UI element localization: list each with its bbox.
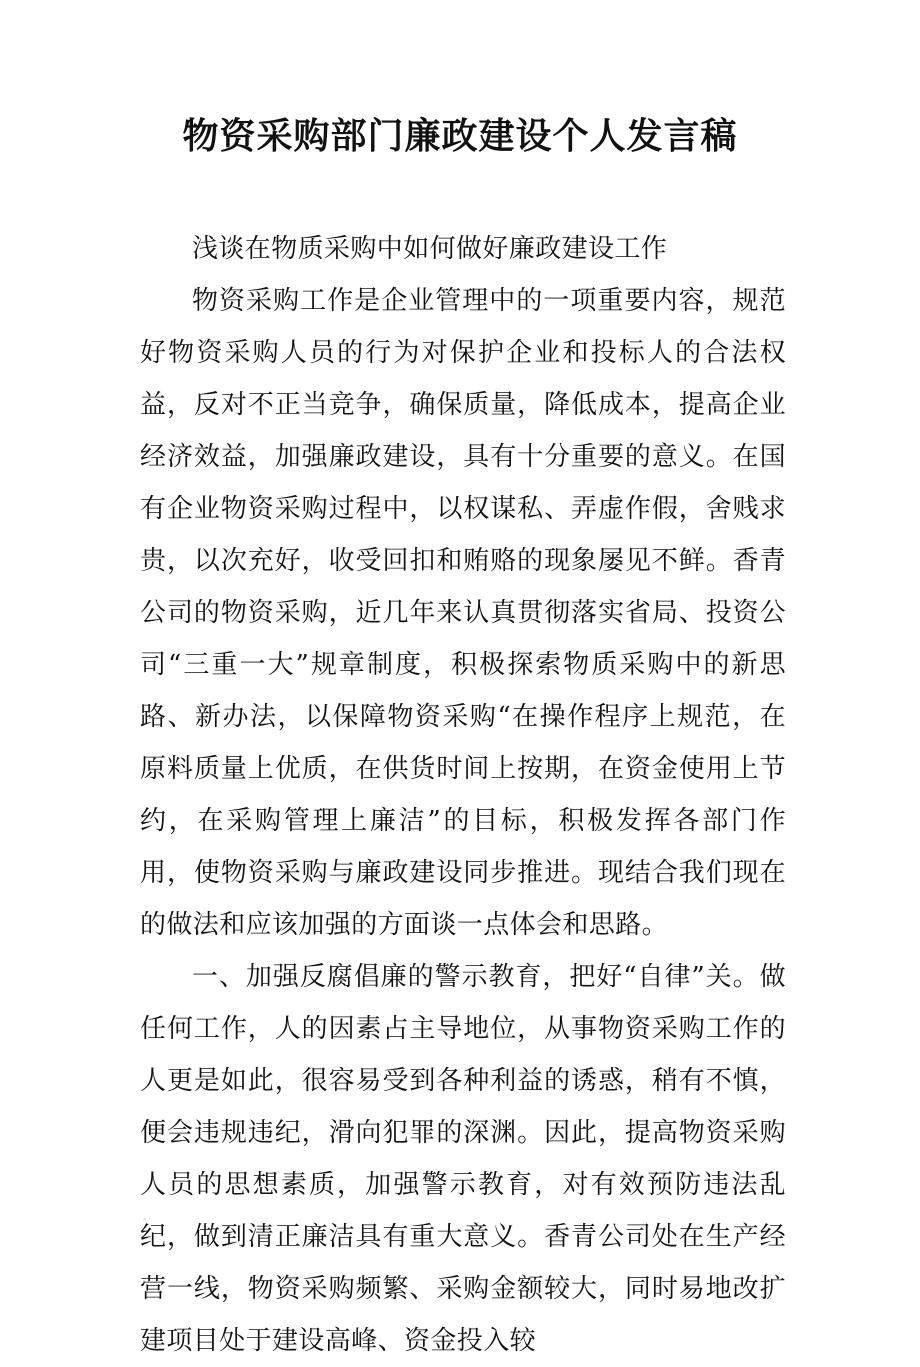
subtitle-paragraph: 浅谈在物质采购中如何做好廉政建设工作	[192, 234, 668, 264]
section-one-paragraph: 一、加强反腐倡廉的警示教育，把好“自律”关。做任何工作，人的因素占主导地位，从事物资采购工作的人更是如此，很容易受到各种利益的诱惑，稍有不慎，便会违规违纪，滑向犯罪的深渊。因此，提高物资采购人员的思想素质，加强警示教育，对有效预防违法乱纪，做到清正廉洁具有重大意义。香青公司处在生产经营一线，物资采购频繁、采购金额较大，同时易地改扩建项目处于建设高峰、资金投入较	[140, 962, 786, 1356]
document-title: 物资采购部门廉政建设个人发言稿	[182, 115, 738, 157]
document-body	[140, 223, 786, 1367]
intro-paragraph: 物资采购工作是企业管理中的一项重要内容，规范好物资采购人员的行为对保护企业和投标人的合法权益，反对不正当竞争，确保质量，降低成本，提高企业经济效益，加强廉政建设，具有十分重要的意义。在国有企业物资采购过程中，以权谋私、弄虚作假，舍贱求贵，以次充好，收受回扣和贿赂的现象屡见不鲜。香青公司的物资采购，近几年来认真贯彻落实省局、投资公司“三重一大”规章制度，积极探索物质采购中的新思路、新办法，以保障物资采购“在操作程序上规范，在原料质量上优质，在供货时间上按期，在资金使用上节约，在采购管理上廉洁”的目标，积极发挥各部门作用，使物资采购与廉政建设同步推进。现结合我们现在的做法和应该加强的方面谈一点体会和思路。	[140, 286, 786, 940]
scan-speck	[143, 1218, 146, 1221]
